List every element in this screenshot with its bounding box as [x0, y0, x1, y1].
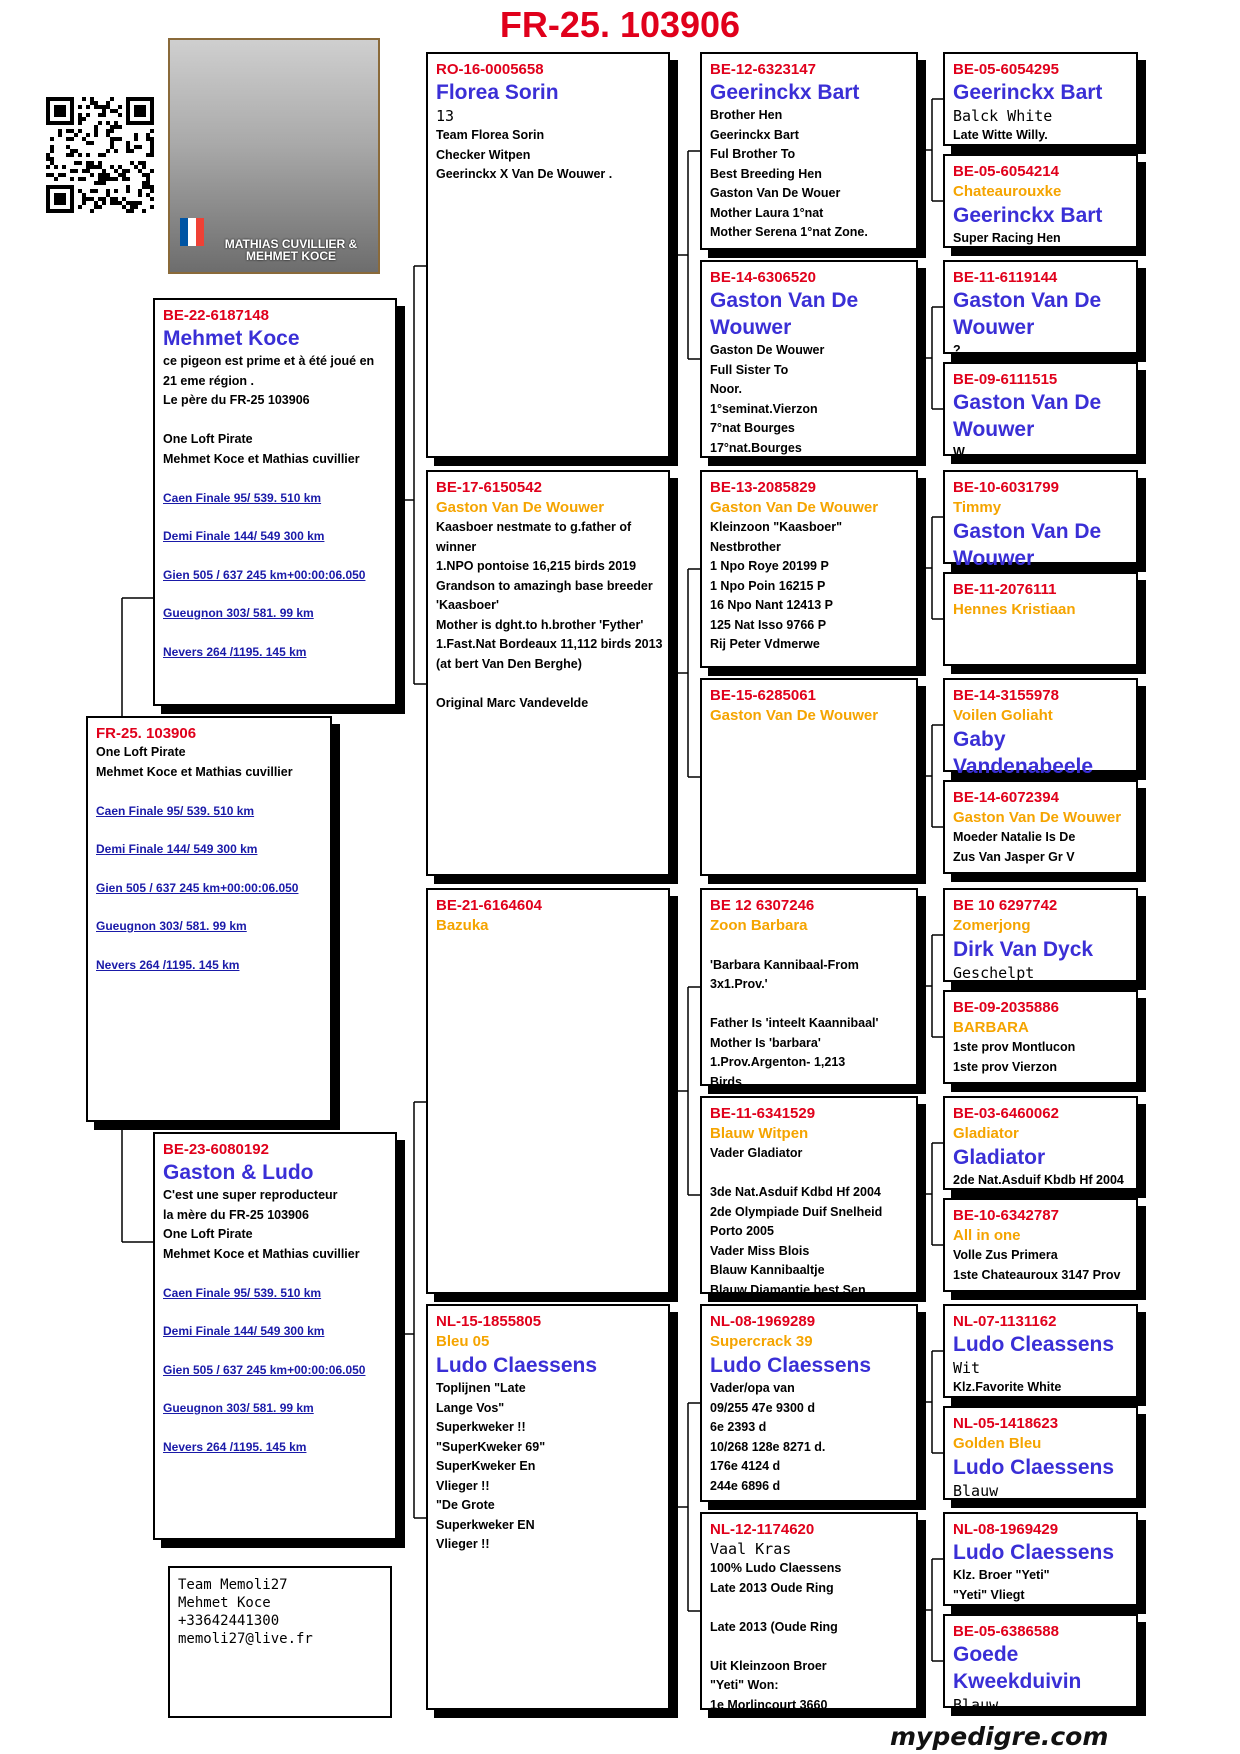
info-line: Gaston De Wouwer: [710, 343, 825, 357]
color-note: Geschelpt: [953, 964, 1035, 982]
pedigree-box: [153, 1132, 397, 1540]
ring-number: BE-23-6080192: [163, 1141, 269, 1158]
result-link[interactable]: Gueugnon 303/ 581. 99 km: [163, 606, 314, 620]
ring-number: NL-08-1969289: [710, 1313, 816, 1330]
breeder-name: Geerinckx Bart: [953, 81, 1103, 104]
result-link[interactable]: Nevers 264 /1195. 145 km: [163, 1439, 307, 1454]
info-line: 2de Olympiade Duif Snelheid: [710, 1204, 883, 1219]
bird-name: Gaston Van De Wouwer: [953, 809, 1122, 826]
info-line: Nestbrother: [710, 539, 781, 554]
info-line: 176e 4124 d: [710, 1459, 781, 1473]
info-line: 'Kaasboer': [436, 598, 499, 612]
bird-name: Chateaurouxke: [953, 183, 1062, 200]
pedigree-box: [700, 1512, 918, 1710]
ring-number: BE-22-6187148: [163, 307, 269, 324]
info-line: Vader Miss Blois: [710, 1243, 810, 1258]
info-line: Brother Hen: [710, 108, 783, 122]
contact-line: +33642441300: [178, 1613, 280, 1629]
pedigree-box: [943, 154, 1138, 248]
info-line: [436, 674, 660, 694]
info-line: [710, 936, 908, 956]
info-line: 1ste prov Vierzon: [953, 1059, 1057, 1074]
contact-line: Mehmet Koce: [178, 1595, 271, 1611]
info-line: [710, 1598, 908, 1618]
info-line: la mère du FR-25 103906: [163, 1207, 309, 1222]
info-line: Volle Zus Primera: [953, 1248, 1058, 1262]
info-line: 1.Prov.Argenton- 1,213: [710, 1055, 846, 1069]
info-line: Mehmet Koce et Mathias cuvillier: [163, 451, 360, 466]
info-line: 1ste prov Montlucon: [953, 1040, 1076, 1054]
ring-number: BE-10-6031799: [953, 479, 1059, 496]
ring-number: NL-07-1131162: [953, 1313, 1057, 1330]
result-link[interactable]: Gien 505 / 637 245 km+00:00:06.050: [163, 1362, 366, 1377]
info-line: Kaasboer nestmate to g.father of: [436, 520, 632, 534]
result-link[interactable]: Gien 505 / 637 245 km+00:00:06.050: [163, 567, 366, 582]
result-link[interactable]: Demi Finale 144/ 549 300 km: [163, 529, 325, 543]
ring-number: BE-05-6386588: [953, 1623, 1059, 1640]
color-note: Vaal Kras: [710, 1540, 792, 1558]
info-line: Late 2013 Oude Ring: [710, 1580, 834, 1595]
info-line: 1 Npo Roye 20199 P: [710, 559, 829, 573]
color-note: Blauw: [953, 1696, 999, 1714]
info-line: Mehmet Koce et Mathias cuvillier: [163, 1246, 360, 1261]
info-line: 09/255 47e 9300 d: [710, 1400, 815, 1415]
info-line: [710, 1164, 908, 1184]
ring-number: BE-15-6285061: [710, 687, 816, 704]
pedigree-box: [700, 678, 918, 876]
pedigree-box: [86, 716, 332, 1122]
pedigree-box: [426, 1304, 670, 1710]
result-link[interactable]: Gueugnon 303/ 581. 99 km: [96, 919, 247, 933]
ring-number: BE-10-6342787: [953, 1207, 1059, 1224]
pedigree-box: [700, 888, 918, 1089]
bird-name: Blauw Witpen: [710, 1125, 809, 1142]
bird-name: Gaston Van De Wouwer: [710, 707, 879, 724]
info-line: Father Is 'inteelt Kaannibaal': [710, 1016, 879, 1030]
info-line: Blauw Kannibaaltje: [710, 1263, 825, 1277]
ring-number: BE-12-6323147: [710, 61, 816, 78]
info-line: Lange Vos": [436, 1400, 505, 1415]
info-line: Superkweker EN: [436, 1517, 535, 1532]
result-link[interactable]: Gien 505 / 637 245 km+00:00:06.050: [96, 880, 299, 895]
info-line: Gaston Van De Wouer: [710, 186, 841, 200]
info-line: 16 Npo Nant 12413 P: [710, 598, 833, 612]
contact-line: Team Memoli27: [178, 1577, 288, 1593]
ring-number: BE-21-6164604: [436, 897, 542, 914]
color-note: 13: [436, 107, 455, 125]
info-line: C'est une super reproducteur: [163, 1188, 338, 1202]
ring-number: BE-09-2035886: [953, 999, 1059, 1016]
ring-number: NL-15-1855805: [436, 1313, 542, 1330]
ring-number: BE-11-6119144: [953, 269, 1058, 286]
bird-name: Gladiator: [953, 1125, 1019, 1142]
breeder-name: Gaston Van De: [953, 391, 1102, 414]
pedigree-box: [943, 260, 1138, 357]
pedigree-box: [943, 470, 1138, 570]
info-line: Best Breeding Hen: [710, 166, 822, 181]
ring-number: NL-05-1418623: [953, 1415, 1059, 1432]
info-line: "SuperKweker 69": [436, 1439, 546, 1454]
pedigree-box: [943, 1512, 1138, 1606]
info-line: Vader/opa van: [710, 1381, 795, 1395]
info-line: 'Barbara Kannibaal-From: [710, 957, 859, 972]
bird-name: Bazuka: [436, 917, 489, 934]
breeder-name: Ludo Claessens: [436, 1354, 598, 1377]
bird-name: Golden Bleu: [953, 1435, 1042, 1452]
ring-number: BE-11-2076111: [953, 581, 1057, 598]
breeder-name-cont: Wouwer: [710, 316, 792, 339]
photo-caption: MATHIAS CUVILLIER & MEHMET KOCE: [224, 237, 358, 263]
info-line: Toplijnen "Late: [436, 1381, 526, 1395]
info-line: 1.Fast.Nat Bordeaux 11,112 birds 2013: [436, 637, 663, 651]
contact-line: memoli27@live.fr: [178, 1631, 313, 1647]
info-line: Grandson to amazingh base breeder: [436, 578, 653, 593]
bird-name: Supercrack 39: [710, 1333, 813, 1350]
info-line: Checker Witpen: [436, 147, 531, 162]
bird-name: Bleu 05: [436, 1333, 490, 1350]
info-line: Klz. Broer "Yeti": [953, 1568, 1050, 1582]
breeder-name-cont: Vandenabeele: [953, 755, 1094, 778]
ring-number: FR-25. 103906: [96, 725, 197, 742]
info-line: 100% Ludo Claessens: [710, 1561, 842, 1575]
pedigree-box: [943, 1304, 1138, 1398]
info-line: [710, 1637, 908, 1657]
info-line: Mehmet Koce et Mathias cuvillier: [96, 764, 293, 779]
breeder-name: Gaby: [953, 728, 1006, 751]
pedigree-box: [943, 678, 1138, 778]
ring-number: NL-12-1174620: [710, 1521, 815, 1538]
info-line: Super Racing Hen: [953, 231, 1061, 245]
breeder-name: Geerinckx Bart: [953, 204, 1103, 227]
result-link[interactable]: Nevers 264 /1195. 145 km: [96, 957, 240, 972]
info-line: Mother Serena 1°nat Zone.: [710, 225, 868, 239]
ring-number: BE-05-6054295: [953, 61, 1059, 78]
breeder-name: Gaston Van De: [710, 289, 859, 312]
pedigree-box: [943, 572, 1138, 666]
info-line: Blauw Diamantje best Sen: [710, 1282, 866, 1297]
pedigree-box: [153, 298, 397, 706]
ring-number: BE-13-2085829: [710, 479, 816, 496]
breeder-name: Ludo Claessens: [953, 1541, 1115, 1564]
info-line: Geerinckx Bart: [710, 127, 799, 142]
breeder-name: Gaston & Ludo: [163, 1161, 314, 1184]
pedigree-box: [943, 1614, 1138, 1714]
ring-number: BE-05-6054214: [953, 163, 1059, 180]
ring-number: BE-14-6306520: [710, 269, 816, 286]
ring-number: BE-03-6460062: [953, 1105, 1059, 1122]
info-line: 10/268 128e 8271 d.: [710, 1439, 826, 1454]
pedigree-box: [943, 990, 1138, 1084]
ring-number: BE-14-3155978: [953, 687, 1059, 704]
info-line: winner: [436, 539, 477, 554]
info-line: Vlieger !!: [436, 1537, 490, 1551]
info-line: Vlieger !!: [436, 1478, 490, 1493]
info-line: 125 Nat Isso 9766 P: [710, 617, 827, 632]
info-line: Zus Van Jasper Gr V: [953, 849, 1075, 864]
info-line: 7°nat Bourges: [710, 421, 795, 435]
info-line: Vader Gladiator: [710, 1146, 803, 1160]
contact-box: [168, 1566, 392, 1718]
info-line: 1ste Chateauroux 3147 Prov: [953, 1267, 1121, 1282]
info-line: 3de Nat.Asduif Kdbd Hf 2004: [710, 1185, 881, 1199]
info-line: 1°seminat.Vierzon: [710, 401, 818, 416]
ring-number: BE 10 6297742: [953, 897, 1058, 914]
info-line: [163, 411, 387, 431]
ring-number: BE-11-6341529: [710, 1105, 816, 1122]
breeder-name: Ludo Cleassens: [953, 1333, 1115, 1356]
info-line: Late Witte Willy.: [953, 128, 1048, 142]
result-link[interactable]: Demi Finale 144/ 549 300 km: [163, 1324, 325, 1338]
info-line: Superkweker !!: [436, 1420, 526, 1434]
bird-name: Voilen Goliaht: [953, 707, 1053, 724]
info-line: SuperKweker En: [436, 1459, 536, 1473]
info-line: 1.NPO pontoise 16,215 birds 2019: [436, 559, 637, 573]
info-line: 17°nat.Bourges: [710, 440, 802, 455]
color-note: Balck White: [953, 107, 1053, 125]
breeder-name: Gaston Van De: [953, 520, 1102, 543]
bird-name: Gaston Van De Wouwer: [710, 499, 879, 516]
info-line: 21 eme région .: [163, 373, 255, 388]
bird-name: BARBARA: [953, 1019, 1029, 1036]
info-line: 244e 6896 d: [710, 1478, 781, 1493]
bird-name: Zoon Barbara: [710, 917, 808, 934]
breeder-name: Mehmet Koce: [163, 327, 300, 350]
info-line: 3x1.Prov.': [710, 977, 768, 991]
pedigree-box: [700, 1096, 918, 1297]
breeder-name: Florea Sorin: [436, 81, 559, 104]
pedigree-box: [943, 1406, 1138, 1500]
result-link[interactable]: Nevers 264 /1195. 145 km: [163, 644, 307, 659]
info-line: 1 Npo Poin 16215 P: [710, 578, 826, 593]
bird-name: Hennes Kristiaan: [953, 601, 1076, 618]
info-line: W: [953, 445, 965, 459]
ring-number: BE-09-6111515: [953, 371, 1058, 388]
result-link[interactable]: Gueugnon 303/ 581. 99 km: [163, 1401, 314, 1415]
info-line: ?: [953, 343, 961, 357]
pedigree-box: [426, 470, 670, 876]
ring-number: NL-08-1969429: [953, 1521, 1059, 1538]
color-note: Wit: [953, 1359, 981, 1377]
info-line: One Loft Pirate: [96, 745, 186, 759]
info-line: Mother is dght.to h.brother 'Fyther': [436, 617, 644, 632]
info-line: Mother Is 'barbara': [710, 1035, 821, 1050]
info-line: Birds: [710, 1074, 742, 1089]
info-line: Rij Peter Vdmerwe: [710, 637, 820, 651]
ring-number: BE 12 6307246: [710, 897, 815, 914]
result-link[interactable]: Caen Finale 95/ 539. 510 km: [163, 490, 322, 505]
pedigree-box: [700, 52, 918, 250]
info-line: ce pigeon est prime et à été joué en: [163, 354, 375, 368]
pedigree-box: [943, 1096, 1138, 1190]
info-line: (at bert Van Den Berghe): [436, 656, 582, 671]
pedigree-box: [426, 888, 670, 1294]
pedigree-box: [700, 1304, 918, 1502]
pedigree-box: [943, 888, 1138, 982]
breeder-name: Ludo Claessens: [710, 1354, 872, 1377]
breeder-name: Dirk Van Dyck: [953, 938, 1094, 961]
info-line: 1e Morlincourt 3660: [710, 1697, 828, 1712]
brand-logo: mypedigre.com: [890, 1722, 1109, 1751]
ring-number: RO-16-0005658: [436, 61, 544, 78]
info-line: Late 2013 (Oude Ring: [710, 1619, 838, 1634]
info-line: Moeder Natalie Is De: [953, 830, 1076, 844]
info-line: Team Florea Sorin: [436, 128, 545, 142]
breeder-name-cont: Wouwer: [953, 547, 1035, 570]
info-line: Klz.Favorite White: [953, 1380, 1062, 1394]
info-line: "Yeti" Vliegt: [953, 1587, 1025, 1602]
info-line: Noor.: [710, 382, 742, 396]
breeder-name: Ludo Claessens: [953, 1456, 1115, 1479]
result-link[interactable]: Caen Finale 95/ 539. 510 km: [163, 1285, 322, 1300]
pedigree-box: [943, 362, 1138, 459]
info-line: Original Marc Vandevelde: [436, 695, 589, 710]
ring-number: BE-14-6072394: [953, 789, 1059, 806]
info-line: Geerinckx X Van De Wouwer .: [436, 167, 613, 181]
pedigree-box: [943, 780, 1138, 874]
info-line: 6e 2393 d: [710, 1420, 767, 1434]
bird-name: Zomerjong: [953, 917, 1031, 934]
ring-number: BE-17-6150542: [436, 479, 542, 496]
breeder-name-cont: Kweekduivin: [953, 1670, 1082, 1693]
breeder-name: Geerinckx Bart: [710, 81, 860, 104]
color-note: Blauw: [953, 1482, 999, 1500]
info-line: One Loft Pirate: [163, 432, 253, 446]
info-line: One Loft Pirate: [163, 1227, 253, 1241]
breeder-name: Gaston Van De: [953, 289, 1102, 312]
info-line: Porto 2005: [710, 1224, 774, 1238]
info-line: Uit Kleinzoon Broer: [710, 1658, 827, 1673]
bird-name: All in one: [953, 1227, 1021, 1244]
breeder-name-cont: Wouwer: [953, 316, 1035, 339]
breeder-name: Gladiator: [953, 1146, 1046, 1169]
breeder-name-cont: Wouwer: [953, 418, 1035, 441]
page-title: FR-25. 103906: [499, 4, 741, 45]
info-line: Kleinzoon "Kaasboer": [710, 520, 843, 534]
pedigree-box: [943, 1198, 1138, 1292]
pedigree-box: [700, 470, 918, 668]
info-line: Ful Brother To: [710, 147, 796, 161]
info-line: "Yeti" Won:: [710, 1678, 779, 1692]
info-line: [710, 995, 908, 1015]
pedigree-box: [700, 260, 918, 458]
info-line: Le père du FR-25 103906: [163, 393, 310, 407]
breeder-name: Goede: [953, 1643, 1019, 1666]
result-link[interactable]: Caen Finale 95/ 539. 510 km: [96, 803, 255, 818]
bird-name: Timmy: [953, 499, 1002, 516]
pedigree-box: [943, 52, 1138, 146]
bird-name: Gaston Van De Wouwer: [436, 499, 605, 516]
pedigree-box: [426, 52, 670, 458]
info-line: Full Sister To: [710, 362, 789, 377]
info-line: 2de Nat.Asduif Kbdb Hf 2004: [953, 1173, 1124, 1187]
result-link[interactable]: Demi Finale 144/ 549 300 km: [96, 842, 258, 856]
info-line: "De Grote: [436, 1498, 495, 1512]
info-line: Mother Laura 1°nat: [710, 205, 824, 220]
